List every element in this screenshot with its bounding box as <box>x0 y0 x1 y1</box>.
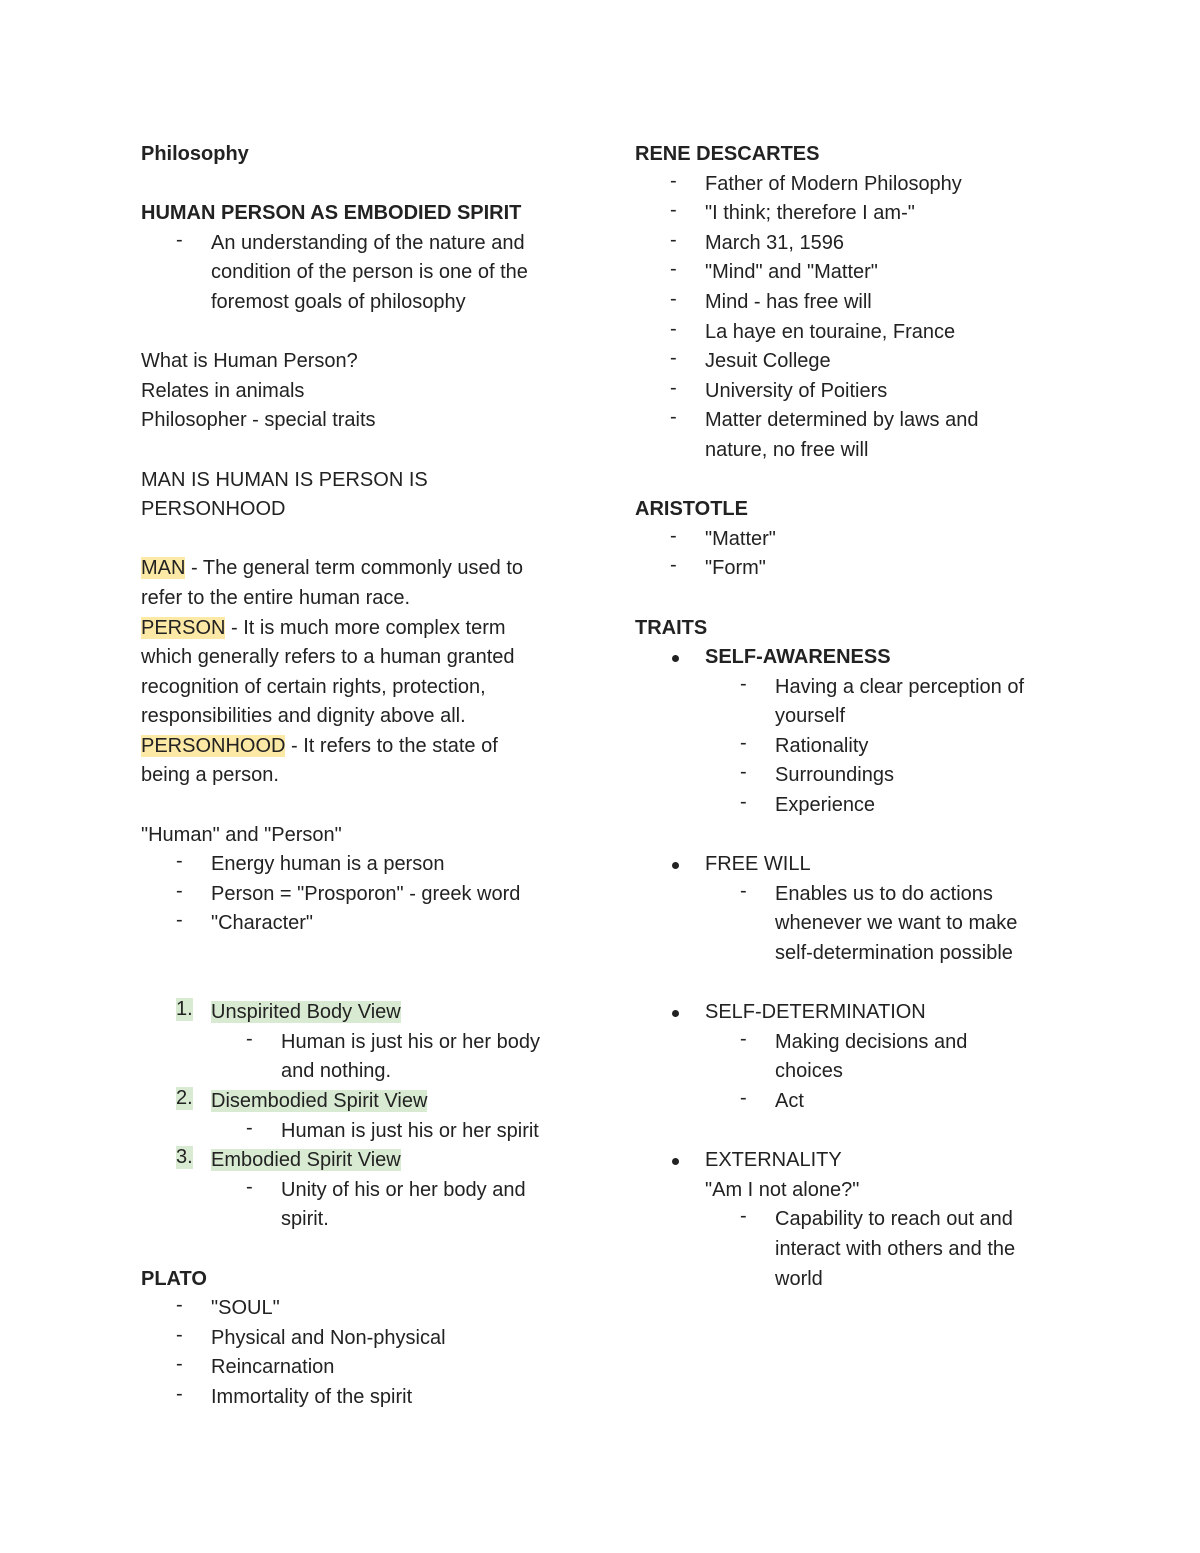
list-item: - Having a clear perception of yourself <box>740 672 1025 728</box>
section-heading: HUMAN PERSON AS EMBODIED SPIRIT <box>141 202 522 225</box>
dash-bullet: - <box>670 524 677 547</box>
dash-bullet: - <box>670 317 677 340</box>
section-heading: ARISTOTLE <box>635 498 748 521</box>
right-column <box>635 140 1075 1294</box>
definition-person: PERSON - It is much more complex term <box>141 616 506 639</box>
dash-bullet: - <box>176 1323 183 1346</box>
left-column: Philosophy HUMAN PERSON AS EMBODIED SPIRIT - An understanding of the nature and condition of the person is one of the foremost goals of philosophy What is Human Person? Relates in animals Philosopher - special traits MAN IS HUMAN IS PERSON IS PERSONHOOD MAN - The general term commonly used to refer to the entire human race. PERSON - It is much more complex term which generally refers to a human granted recognition of certain rights, protection, responsibilities and dignity above all. PERSONHOOD - It refers to the state of being a person. "Human" and "Person" - Energy human is a person - Person = "Prosporon" - greek word - "Character" 1. Unspirited Body View - Human is just his or her body and nothing. 2. Disembodied Spirit View - Human is just his or her spirit 3. Embodied Spirit View - Unity of his or her body and spirit. PLATO - "SOUL" - Physical and Non-physical - Reincarnation - Immortality of the spirit <box>141 140 581 1413</box>
list-item: - Immortality of the spirit <box>176 1382 413 1408</box>
dash-bullet: - <box>176 228 183 251</box>
list-item: - Rationality <box>740 731 869 757</box>
definition-man: MAN - The general term commonly used to <box>141 557 524 580</box>
numbered-item <box>141 1146 581 1176</box>
list-item: - Human is just his or her spirit <box>246 1116 539 1142</box>
list-item: - "Matter" <box>670 524 776 550</box>
list-item: - Human is just his or her body and nothing. <box>246 1027 541 1083</box>
dash-bullet: - <box>740 791 747 814</box>
list-item: - Physical and Non-physical <box>176 1323 446 1349</box>
dash-bullet: - <box>740 672 747 695</box>
view-label: Disembodied Spirit View <box>211 1090 428 1112</box>
highlighted-term: MAN <box>141 557 186 580</box>
list-item: - "SOUL" <box>176 1294 280 1320</box>
list-item: - Surroundings <box>740 761 894 787</box>
trait-item: SELF-AWARENESS <box>705 646 891 669</box>
dash-bullet: - <box>740 1027 747 1050</box>
dash-bullet: - <box>670 287 677 310</box>
dash-bullet: - <box>670 169 677 192</box>
list-item: - Father of Modern Philosophy <box>670 169 962 195</box>
dash-bullet: - <box>670 347 677 370</box>
dash-bullet: - <box>670 554 677 577</box>
text-line: MAN IS HUMAN IS PERSON IS <box>141 468 428 491</box>
list-item: - Act <box>740 1087 804 1112</box>
dash-bullet: - <box>740 1087 747 1109</box>
list-item: - Enables us to do actions whenever we want to make self-determination possible <box>740 879 1018 965</box>
list-item: - La haye en touraine, France <box>670 317 956 343</box>
dash-bullet: - <box>670 406 677 429</box>
dash-bullet: - <box>740 1205 747 1228</box>
text-line: Relates in animals <box>141 379 305 402</box>
dash-bullet: - <box>670 228 677 251</box>
list-item: - "Mind" and "Matter" <box>670 258 878 284</box>
view-label: Unspirited Body View <box>211 1001 401 1024</box>
section-heading: PLATO <box>141 1267 207 1290</box>
trait-item: EXTERNALITY "Am I not alone?" <box>705 1149 860 1201</box>
item-number: 2. <box>176 1087 193 1109</box>
list-item: - Person = "Prosporon" - greek word <box>176 879 521 905</box>
section-heading: TRAITS <box>635 616 708 639</box>
list-item: - University of Poitiers <box>670 376 888 402</box>
list-item: - Experience <box>740 791 876 817</box>
numbered-item <box>141 1087 581 1117</box>
dash-bullet: - <box>176 909 183 932</box>
list-item: - Making decisions and choices <box>740 1027 968 1083</box>
list-item: - "Character" <box>176 909 314 935</box>
item-number: 3. <box>176 1146 193 1169</box>
dash-bullet: - <box>670 258 677 281</box>
trait-item: FREE WILL <box>705 853 811 876</box>
document-title: Philosophy <box>141 143 249 165</box>
dash-bullet: - <box>246 1027 253 1050</box>
dash-bullet: - <box>176 850 183 873</box>
highlighted-term: PERSON <box>141 616 226 639</box>
item-number: 1. <box>176 998 193 1021</box>
highlighted-term: PERSONHOOD <box>141 734 286 757</box>
list-item: - Capability to reach out and interact with others and the world <box>740 1205 1016 1290</box>
numbered-item <box>141 998 581 1028</box>
definition-personhood: PERSONHOOD - It refers to the state of <box>141 734 498 757</box>
text-line: What is Human Person? <box>141 350 358 373</box>
list-item: - "Form" <box>670 554 766 580</box>
list-item: - Unity of his or her body and spirit. <box>246 1175 526 1231</box>
dash-bullet: - <box>246 1175 253 1198</box>
list-item: - Energy human is a person <box>176 850 445 876</box>
list-item: - March 31, 1596 <box>670 228 844 254</box>
list-item: - An understanding of the nature and condition of the person is one of the foremost goals of philosophy <box>176 228 528 313</box>
list-item: - "I think; therefore I am-" <box>670 199 915 225</box>
dash-bullet: - <box>740 731 747 754</box>
list-item: - Jesuit College <box>670 347 831 373</box>
dash-bullet: - <box>740 761 747 784</box>
view-label: Embodied Spirit View <box>211 1149 401 1172</box>
dash-bullet: - <box>176 1353 183 1376</box>
dash-bullet: - <box>176 1294 183 1317</box>
dash-bullet: - <box>176 1382 183 1405</box>
list-item: - Matter determined by laws and nature, no free will <box>670 406 979 461</box>
section-heading: RENE DESCARTES <box>635 143 820 165</box>
text-line: "Human" and "Person" <box>141 823 342 846</box>
dash-bullet: - <box>670 376 677 399</box>
dash-bullet: - <box>740 879 747 902</box>
trait-item: SELF-DETERMINATION <box>705 1001 926 1024</box>
text-line: PERSONHOOD <box>141 498 286 521</box>
dash-bullet: - <box>176 879 183 902</box>
text-line: Philosopher - special traits <box>141 409 376 432</box>
list-item: - Mind - has free will <box>670 287 872 313</box>
dash-bullet: - <box>670 199 677 222</box>
dash-bullet: - <box>246 1116 253 1139</box>
list-item: - Reincarnation <box>176 1353 335 1379</box>
